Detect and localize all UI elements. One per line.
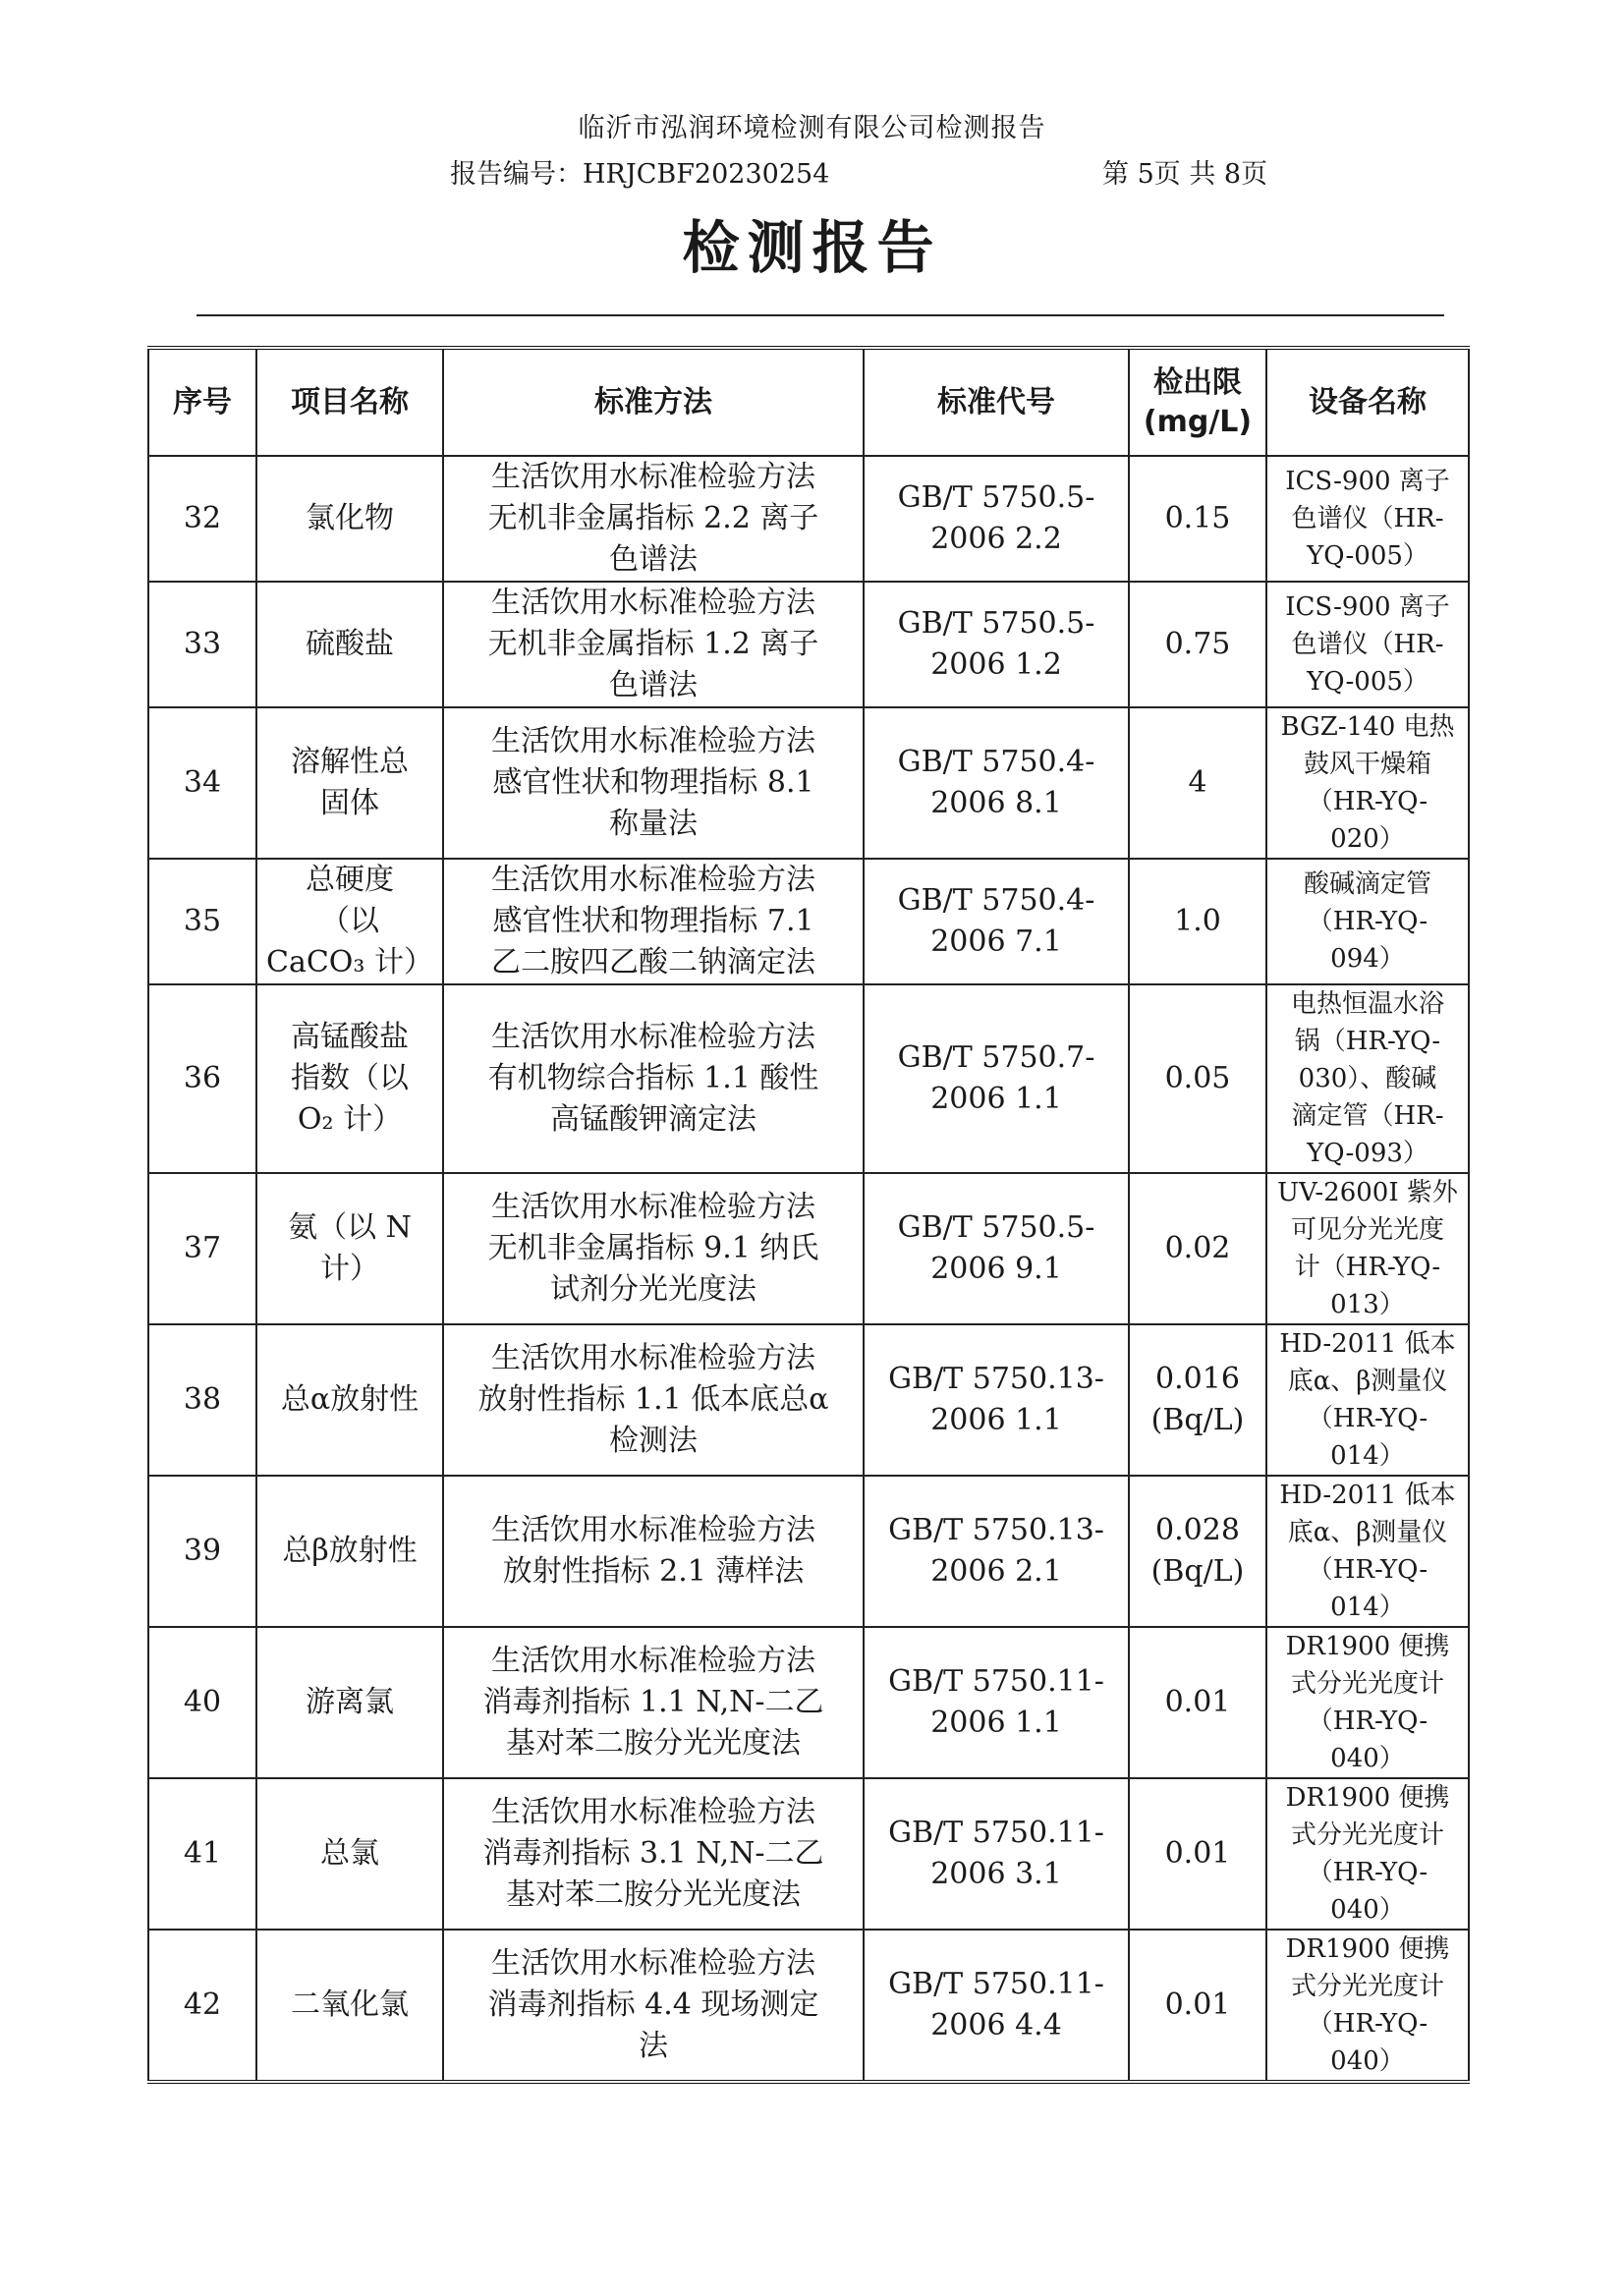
standard-code-line: 2006 7.1: [930, 924, 1062, 959]
equipment-name-line: HD-2011 低本: [1279, 1329, 1456, 1359]
standard-method-line: 检测法: [609, 1424, 698, 1458]
standard-method-line: 称量法: [609, 807, 698, 841]
detection-limit-line: 0.01: [1164, 1987, 1231, 2022]
standard-method-line: 色谱法: [609, 668, 698, 702]
standard-code-line: 2006 2.1: [930, 1554, 1062, 1589]
standard-method-cell: [443, 707, 864, 859]
standard-code-line: 2006 1.1: [930, 1403, 1062, 1437]
equipment-name-line: 014）: [1330, 1441, 1405, 1471]
row-number-cell: 39: [148, 1476, 256, 1627]
item-name-cell: [256, 984, 443, 1173]
standard-code-line: 2006 4.4: [930, 2008, 1062, 2043]
detection-limit-cell: [1129, 859, 1266, 984]
detection-limit-line: 0.01: [1164, 1836, 1231, 1871]
item-name-line: 总硬度: [306, 863, 394, 897]
standard-method-line: 无机非金属指标 1.2 离子: [487, 627, 819, 661]
standard-method-line: 生活饮用水标准检验方法: [491, 1795, 815, 1829]
equipment-name-cell: [1266, 984, 1469, 1173]
standard-method-line: 高锰酸钾滴定法: [550, 1102, 756, 1137]
detection-limit-cell: [1129, 1476, 1266, 1627]
row-number-cell: 33: [148, 582, 256, 707]
detection-limit-cell: [1129, 984, 1266, 1173]
table-row: [148, 707, 1469, 859]
standard-code-line: GB/T 5750.11-: [888, 1664, 1104, 1699]
equipment-name-line: （HR-YQ-: [1307, 787, 1428, 816]
standard-code-line: GB/T 5750.11-: [888, 1967, 1104, 2001]
standard-method-cell: [443, 859, 864, 984]
item-name-line: 总氯: [320, 1836, 379, 1871]
table-row: [148, 984, 1469, 1173]
equipment-name-line: 底α、β测量仪: [1287, 1518, 1448, 1547]
equipment-name-cell: [1266, 1778, 1469, 1930]
equipment-name-line: （HR-YQ-: [1307, 2009, 1428, 2039]
detection-limit-cell: [1129, 582, 1266, 707]
standard-method-cell: [443, 1627, 864, 1778]
standard-method-line: 生活饮用水标准检验方法: [491, 1341, 815, 1375]
standard-method-line: 生活饮用水标准检验方法: [491, 586, 815, 620]
detection-limit-line: 0.05: [1164, 1061, 1231, 1095]
item-name-cell: [256, 707, 443, 859]
detection-limit-line: (Bq/L): [1150, 1554, 1245, 1589]
standard-method-cell: [443, 1778, 864, 1930]
standard-code-line: GB/T 5750.4-: [897, 883, 1095, 918]
col-header-limit: [1129, 348, 1266, 456]
item-name-line: （以: [320, 904, 379, 938]
standard-code-line: GB/T 5750.13-: [888, 1362, 1104, 1396]
item-name-line: 游离氯: [306, 1685, 394, 1719]
table-row: [148, 582, 1469, 707]
equipment-name-cell: [1266, 1627, 1469, 1778]
standard-method-line: 生活饮用水标准检验方法: [491, 1946, 815, 1981]
col-header-limit-label: 检出限: [1153, 364, 1242, 400]
col-header-equipment: 设备名称: [1266, 348, 1469, 456]
standard-method-cell: [443, 1173, 864, 1324]
row-number-cell: 41: [148, 1778, 256, 1930]
standard-method-line: 生活饮用水标准检验方法: [491, 1644, 815, 1678]
standard-code-line: 2006 8.1: [930, 786, 1062, 820]
standard-code-line: GB/T 5750.7-: [897, 1040, 1095, 1075]
equipment-name-line: 040）: [1330, 1895, 1405, 1925]
equipment-name-line: （HR-YQ-: [1307, 1707, 1428, 1736]
table-row: [148, 1778, 1469, 1930]
equipment-name-line: 094）: [1330, 944, 1405, 974]
standard-method-cell: [443, 1324, 864, 1476]
standard-code-cell: [864, 707, 1129, 859]
standard-method-line: 有机物综合指标 1.1 酸性: [487, 1061, 819, 1095]
test-methods-table: [147, 346, 1470, 2084]
equipment-name-line: （HR-YQ-: [1307, 907, 1428, 936]
table-row: [148, 456, 1469, 582]
item-name-cell: [256, 859, 443, 984]
header-divider: [196, 314, 1444, 316]
equipment-name-cell: [1266, 1173, 1469, 1324]
standard-method-line: 基对苯二胺分光光度法: [506, 1877, 801, 1912]
equipment-name-line: 色谱仪（HR-: [1291, 504, 1444, 533]
equipment-name-line: ICS-900 离子: [1285, 592, 1450, 622]
table-body: [148, 456, 1469, 2082]
item-name-line: 溶解性总: [291, 745, 409, 779]
standard-method-line: 法: [639, 2029, 668, 2063]
row-number-cell: 34: [148, 707, 256, 859]
row-number-cell: 38: [148, 1324, 256, 1476]
standard-code-cell: [864, 1930, 1129, 2082]
item-name-line: CaCO₃ 计）: [266, 945, 433, 980]
item-name-cell: [256, 1476, 443, 1627]
item-name-line: 计）: [320, 1252, 379, 1286]
standard-method-line: 无机非金属指标 2.2 离子: [487, 501, 819, 535]
standard-code-line: 2006 1.2: [930, 647, 1062, 682]
equipment-name-line: YQ-005）: [1307, 541, 1428, 571]
standard-code-cell: [864, 1627, 1129, 1778]
row-number-cell: 42: [148, 1930, 256, 2082]
equipment-name-line: 底α、β测量仪: [1287, 1367, 1448, 1396]
detection-limit-line: 0.15: [1164, 501, 1231, 535]
equipment-name-line: 式分光光度计: [1290, 1669, 1444, 1699]
detection-limit-line: (Bq/L): [1150, 1403, 1245, 1437]
equipment-name-line: BGZ-140 电热: [1280, 712, 1455, 742]
detection-limit-line: 0.016: [1155, 1362, 1240, 1396]
equipment-name-line: 酸碱滴定管: [1303, 869, 1431, 899]
item-name-line: 硫酸盐: [306, 627, 394, 661]
item-name-cell: [256, 1778, 443, 1930]
equipment-name-line: 030）、酸碱: [1298, 1064, 1437, 1093]
equipment-name-cell: [1266, 1930, 1469, 2082]
detection-limit-line: 0.028: [1155, 1513, 1240, 1547]
standard-method-line: 无机非金属指标 9.1 纳氏: [487, 1231, 819, 1265]
standard-method-line: 感官性状和物理指标 7.1: [492, 904, 814, 938]
standard-method-line: 色谱法: [609, 542, 698, 577]
equipment-name-line: DR1900 便携: [1285, 1632, 1450, 1661]
item-name-cell: [256, 1930, 443, 2082]
standard-method-line: 感官性状和物理指标 8.1: [492, 765, 814, 800]
row-number-cell: 40: [148, 1627, 256, 1778]
col-header-method: 标准方法: [443, 348, 864, 456]
detection-limit-cell: [1129, 456, 1266, 582]
standard-code-cell: [864, 1173, 1129, 1324]
equipment-name-line: 电热恒温水浴: [1290, 989, 1444, 1019]
item-name-line: 指数（以: [291, 1061, 409, 1095]
item-name-cell: [256, 1173, 443, 1324]
detection-limit-line: 0.75: [1164, 627, 1231, 661]
equipment-name-cell: [1266, 582, 1469, 707]
equipment-name-line: UV-2600I 紫外: [1277, 1178, 1458, 1207]
equipment-name-cell: [1266, 859, 1469, 984]
equipment-name-line: 040）: [1330, 1744, 1405, 1773]
standard-method-line: 试剂分光光度法: [550, 1272, 756, 1307]
standard-code-line: GB/T 5750.13-: [888, 1513, 1104, 1547]
standard-code-line: GB/T 5750.11-: [888, 1816, 1104, 1850]
standard-method-line: 生活饮用水标准检验方法: [491, 1020, 815, 1054]
equipment-name-cell: [1266, 456, 1469, 582]
detection-limit-cell: [1129, 1778, 1266, 1930]
equipment-name-line: 式分光光度计: [1290, 1820, 1444, 1850]
standard-code-cell: [864, 456, 1129, 582]
item-name-line: 高锰酸盐: [291, 1020, 409, 1054]
equipment-name-line: （HR-YQ-: [1307, 1555, 1428, 1585]
item-name-cell: [256, 456, 443, 582]
standard-method-line: 消毒剂指标 3.1 N,N-二乙: [482, 1836, 824, 1871]
standard-method-line: 放射性指标 2.1 薄样法: [502, 1554, 805, 1589]
standard-method-cell: [443, 1476, 864, 1627]
table-row: [148, 1930, 1469, 2082]
standard-code-cell: [864, 984, 1129, 1173]
item-name-line: 氯化物: [306, 501, 394, 535]
row-number-cell: 37: [148, 1173, 256, 1324]
detection-limit-cell: [1129, 1324, 1266, 1476]
standard-method-cell: [443, 1930, 864, 2082]
detection-limit-line: 4: [1188, 765, 1207, 800]
company-report-header: 临沂市泓润环境检测有限公司检测报告: [578, 113, 1046, 143]
detection-limit-cell: [1129, 707, 1266, 859]
equipment-name-line: （HR-YQ-: [1307, 1858, 1428, 1887]
standard-code-line: GB/T 5750.5-: [897, 606, 1095, 641]
equipment-name-line: 计（HR-YQ-: [1294, 1253, 1441, 1282]
item-name-cell: [256, 1324, 443, 1476]
item-name-cell: [256, 1627, 443, 1778]
table-row: [148, 1627, 1469, 1778]
equipment-name-line: ICS-900 离子: [1285, 467, 1450, 496]
standard-code-cell: [864, 1324, 1129, 1476]
item-name-line: 总α放射性: [280, 1382, 420, 1417]
table-header-row: [148, 348, 1469, 456]
col-header-code: 标准代号: [864, 348, 1129, 456]
equipment-name-line: DR1900 便携: [1285, 1783, 1450, 1813]
standard-code-line: GB/T 5750.4-: [897, 745, 1095, 779]
row-number-cell: 35: [148, 859, 256, 984]
standard-code-line: 2006 9.1: [930, 1252, 1062, 1286]
standard-code-line: GB/T 5750.5-: [897, 480, 1095, 515]
equipment-name-line: 色谱仪（HR-: [1291, 630, 1444, 659]
standard-method-line: 生活饮用水标准检验方法: [491, 1190, 815, 1224]
equipment-name-line: 040）: [1330, 2046, 1405, 2076]
page-number: 第 5页 共 8页: [1102, 159, 1268, 190]
equipment-name-line: 滴定管（HR-: [1291, 1101, 1444, 1131]
equipment-name-line: 式分光光度计: [1290, 1972, 1444, 2001]
table-row: [148, 1173, 1469, 1324]
equipment-name-cell: [1266, 1324, 1469, 1476]
standard-code-line: 2006 1.1: [930, 1706, 1062, 1740]
detection-limit-cell: [1129, 1173, 1266, 1324]
standard-code-line: 2006 3.1: [930, 1857, 1062, 1891]
standard-method-line: 生活饮用水标准检验方法: [491, 1513, 815, 1547]
equipment-name-line: YQ-093）: [1307, 1139, 1428, 1168]
table-row: [148, 1324, 1469, 1476]
document-title: 检测报告: [682, 214, 942, 281]
detection-limit-cell: [1129, 1627, 1266, 1778]
row-number-cell: 32: [148, 456, 256, 582]
detection-limit-line: 0.02: [1164, 1231, 1231, 1265]
col-header-no: 序号: [148, 348, 256, 456]
standard-method-line: 生活饮用水标准检验方法: [491, 863, 815, 897]
standard-method-cell: [443, 582, 864, 707]
standard-method-line: 乙二胺四乙酸二钠滴定法: [491, 945, 815, 980]
report-number: 报告编号：HRJCBF20230254: [450, 159, 830, 190]
standard-method-line: 消毒剂指标 4.4 现场测定: [487, 1987, 819, 2022]
standard-code-line: 2006 2.2: [930, 522, 1062, 556]
table-row: [148, 1476, 1469, 1627]
equipment-name-line: 014）: [1330, 1593, 1405, 1622]
standard-code-cell: [864, 1476, 1129, 1627]
standard-method-line: 消毒剂指标 1.1 N,N-二乙: [482, 1685, 824, 1719]
equipment-name-cell: [1266, 707, 1469, 859]
equipment-name-line: 013）: [1330, 1290, 1405, 1319]
equipment-name-line: YQ-005）: [1307, 667, 1428, 697]
standard-method-line: 基对苯二胺分光光度法: [506, 1726, 801, 1761]
standard-method-line: 生活饮用水标准检验方法: [491, 460, 815, 494]
detection-limit-line: 0.01: [1164, 1685, 1231, 1719]
item-name-line: 总β放射性: [282, 1534, 418, 1568]
equipment-name-line: DR1900 便携: [1285, 1934, 1450, 1964]
item-name-line: 二氧化氯: [291, 1987, 409, 2022]
equipment-name-line: 鼓风干燥箱: [1303, 750, 1431, 779]
col-header-item: 项目名称: [256, 348, 443, 456]
standard-method-cell: [443, 456, 864, 582]
col-header-limit-unit: (mg/L): [1143, 404, 1253, 439]
standard-method-line: 生活饮用水标准检验方法: [491, 724, 815, 758]
equipment-name-line: HD-2011 低本: [1279, 1481, 1456, 1510]
equipment-name-line: 可见分光光度: [1290, 1215, 1444, 1245]
equipment-name-line: 020）: [1330, 824, 1405, 854]
table-row: [148, 859, 1469, 984]
item-name-line: O₂ 计）: [297, 1102, 403, 1137]
standard-code-line: GB/T 5750.5-: [897, 1210, 1095, 1245]
item-name-cell: [256, 582, 443, 707]
standard-method-line: 放射性指标 1.1 低本底总α: [477, 1382, 829, 1417]
standard-code-cell: [864, 582, 1129, 707]
standard-code-cell: [864, 1778, 1129, 1930]
equipment-name-line: 锅（HR-YQ-: [1294, 1027, 1441, 1056]
item-name-line: 氨（以 N: [288, 1210, 412, 1245]
standard-code-line: 2006 1.1: [930, 1082, 1062, 1116]
detection-limit-line: 1.0: [1174, 904, 1221, 938]
detection-limit-cell: [1129, 1930, 1266, 2082]
standard-code-cell: [864, 859, 1129, 984]
row-number-cell: 36: [148, 984, 256, 1173]
equipment-name-cell: [1266, 1476, 1469, 1627]
equipment-name-line: （HR-YQ-: [1307, 1404, 1428, 1433]
standard-method-cell: [443, 984, 864, 1173]
item-name-line: 固体: [320, 786, 379, 820]
